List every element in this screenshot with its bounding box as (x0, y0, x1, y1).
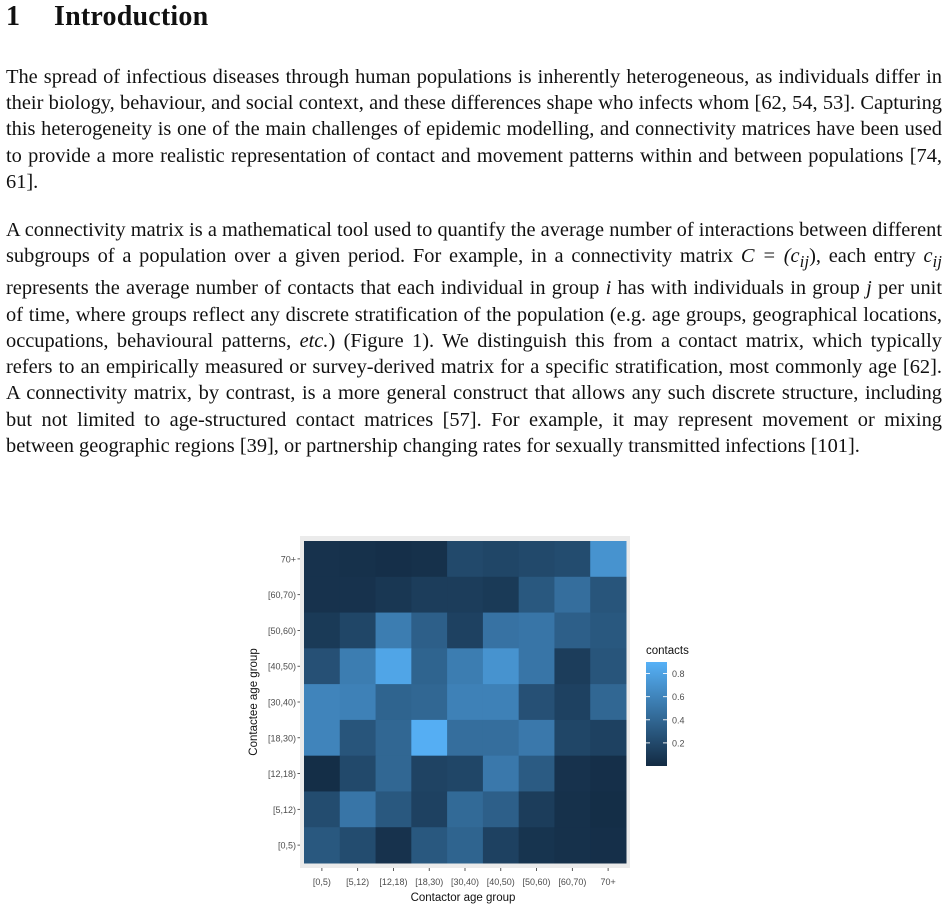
section-title: Introduction (54, 1, 209, 32)
heatmap-cell (376, 791, 412, 827)
heatmap-cell (376, 684, 412, 720)
y-tick-label: [12,18) (267, 769, 296, 780)
heatmap-cell (411, 756, 447, 792)
heatmap-cell (340, 648, 376, 684)
matrix-expression-main: C = (c (740, 245, 800, 268)
color-legend (646, 645, 689, 766)
x-tick-label: [60,70) (558, 877, 587, 887)
heatmap-cell (447, 756, 483, 792)
heatmap-cell (554, 541, 590, 577)
heatmap-cell (447, 613, 483, 649)
paragraph-2-part-4: has with individuals in group (611, 277, 867, 300)
x-tick-label: [50,60) (522, 877, 551, 887)
heatmap-cell (483, 827, 519, 863)
paragraph-2-part-1: A connectivity matrix is a mathematical tool used to quantify the average number of interactions between different subgroups of a population over a given period. For example, in a connectivity matrix (6, 219, 942, 268)
heatmap-cell (376, 827, 412, 863)
x-tick-label: 70+ (600, 877, 616, 887)
section-heading (6, 0, 208, 34)
heatmap-cell (483, 648, 519, 684)
heatmap-cell (411, 684, 447, 720)
heatmap-cell (483, 684, 519, 720)
y-tick-label: [40,50) (267, 661, 296, 672)
heatmap-cell (340, 613, 376, 649)
y-axis-ticks (268, 554, 300, 850)
heatmap-cell (519, 613, 555, 649)
etc-text: etc. (299, 329, 329, 352)
heatmap-cell (590, 541, 626, 577)
heatmap-cell (554, 577, 590, 613)
x-axis-label: Contactor age group (410, 892, 516, 904)
heatmap-cell (376, 756, 412, 792)
heatmap-cell (590, 791, 626, 827)
heatmap-cell (340, 684, 376, 720)
heatmap-cell (304, 720, 340, 756)
heatmap-cell (376, 648, 412, 684)
heatmap-cells (304, 541, 627, 864)
heatmap-cell (519, 541, 555, 577)
heatmap-cell (411, 613, 447, 649)
heatmap-cell (411, 827, 447, 863)
heatmap-cell (304, 577, 340, 613)
heatmap-cell (519, 684, 555, 720)
heatmap-cell (304, 684, 340, 720)
variable-i: i (605, 277, 612, 300)
matrix-entry-subscript: ij (932, 252, 942, 272)
x-tick-label: [5,12) (346, 877, 370, 887)
y-tick-label: [5,12) (272, 804, 296, 815)
heatmap-cell (519, 720, 555, 756)
heatmap-cell (590, 720, 626, 756)
heatmap-cell (340, 827, 376, 863)
matrix-expression (740, 245, 810, 272)
heatmap-cell (411, 541, 447, 577)
heatmap-cell (411, 577, 447, 613)
heatmap-cell (340, 791, 376, 827)
paragraph-1: The spread of infectious diseases through human populations is inherently heterogeneous, as individuals differ in their biology, behaviour, and social context, and these differences shape who infects whom [62, 54, 53]. Capturing this heterogeneity is one of the main challenges of epidemic modelling, and connectivity matrices have been used to provide a more realistic representation of contact and movement patterns within and between populations [74, 61]. (6, 66, 942, 193)
matrix-entry (923, 245, 942, 272)
paragraph-2-part-2: , each entry (815, 245, 924, 268)
y-axis-label: Contactee age group (248, 648, 260, 756)
heatmap-cell (376, 720, 412, 756)
heatmap-cell (483, 577, 519, 613)
heatmap-cell (483, 541, 519, 577)
paragraph-2 (6, 217, 942, 459)
x-tick-label: [18,30) (415, 877, 444, 887)
heatmap-cell (590, 756, 626, 792)
heatmap-cell (447, 684, 483, 720)
matrix-expression-close: ) (809, 245, 816, 268)
heatmap-cell (411, 720, 447, 756)
matrix-entry-symbol: c (923, 245, 933, 268)
heatmap-cell (519, 791, 555, 827)
x-axis-ticks (313, 868, 616, 887)
heatmap-cell (376, 577, 412, 613)
heatmap-cell (554, 684, 590, 720)
heatmap-cell (519, 648, 555, 684)
heatmap-cell (483, 613, 519, 649)
heatmap-cell (554, 756, 590, 792)
heatmap-cell (483, 720, 519, 756)
y-tick-label: [18,30) (267, 733, 296, 744)
heatmap-cell (590, 648, 626, 684)
paragraph-2-part-3: represents the average number of contacts that each individual in group (6, 277, 606, 300)
y-tick-label: [0,5) (277, 840, 296, 851)
heatmap-cell (376, 541, 412, 577)
connectivity-heatmap-figure (240, 536, 710, 906)
legend-tick-label: 0.6 (672, 692, 685, 703)
heatmap-cell (590, 684, 626, 720)
x-tick-label: [12,18) (379, 877, 408, 887)
y-tick-label: [60,70) (267, 590, 296, 601)
heatmap-cell (554, 791, 590, 827)
heatmap-cell (447, 541, 483, 577)
heatmap-cell (554, 827, 590, 863)
heatmap-cell (304, 791, 340, 827)
heatmap-cell (340, 720, 376, 756)
heatmap-cell (411, 791, 447, 827)
paragraph-2-part-6: ) (Figure 1). We distinguish this from a contact matrix, which typically refers to an empirically measured or survey-derived matrix for a specific stratification, most commonly age [62]. A connectivity matrix, by contrast, is a more general construct that allows any such discrete structure, including but not limited to age-structured contact matrices [57]. For example, it may represent movement or mixing between geographic regions [39], or partnership changing rates for sexually transmitted infections [101]. (6, 329, 942, 457)
heatmap-cell (519, 827, 555, 863)
y-tick-label: [30,40) (267, 697, 296, 708)
legend-title: contacts (646, 645, 689, 657)
matrix-expression-subscript: ij (799, 252, 810, 272)
heatmap-cell (519, 577, 555, 613)
legend-tick-label: 0.8 (672, 669, 685, 680)
heatmap-chart (240, 536, 710, 906)
legend-color-bar (646, 662, 667, 766)
heatmap-cell (590, 613, 626, 649)
heatmap-cell (411, 648, 447, 684)
legend-tick-label: 0.4 (672, 715, 685, 726)
heatmap-cell (447, 720, 483, 756)
heatmap-cell (590, 577, 626, 613)
heatmap-cell (304, 827, 340, 863)
heatmap-cell (340, 756, 376, 792)
heatmap-cell (483, 756, 519, 792)
section-number: 1 (6, 1, 21, 32)
heatmap-cell (447, 577, 483, 613)
x-tick-label: [30,40) (450, 877, 480, 887)
heatmap-cell (340, 541, 376, 577)
y-tick-label: [50,60) (267, 625, 296, 636)
legend-tick-label: 0.2 (672, 738, 685, 749)
y-tick-label: 70+ (280, 554, 296, 565)
heatmap-cell (304, 613, 340, 649)
heatmap-cell (483, 791, 519, 827)
heatmap-cell (376, 613, 412, 649)
heatmap-cell (519, 756, 555, 792)
heatmap-cell (447, 791, 483, 827)
heatmap-cell (554, 648, 590, 684)
paragraph-2-part-5: per unit of time, where groups reflect any discrete stratification of the population (e.g. age groups, geographical locations, occupations, behavioural patterns, (6, 277, 942, 352)
variable-j: j (866, 277, 872, 300)
x-tick-label: [40,50) (486, 877, 515, 887)
heatmap-cell (304, 541, 340, 577)
heatmap-cell (340, 577, 376, 613)
heatmap-cell (304, 756, 340, 792)
heatmap-cell (554, 720, 590, 756)
heatmap-cell (447, 827, 483, 863)
heatmap-cell (554, 613, 590, 649)
x-tick-label: [0,5) (312, 877, 331, 887)
heatmap-cell (447, 648, 483, 684)
heatmap-cell (590, 827, 626, 863)
heatmap-cell (304, 648, 340, 684)
